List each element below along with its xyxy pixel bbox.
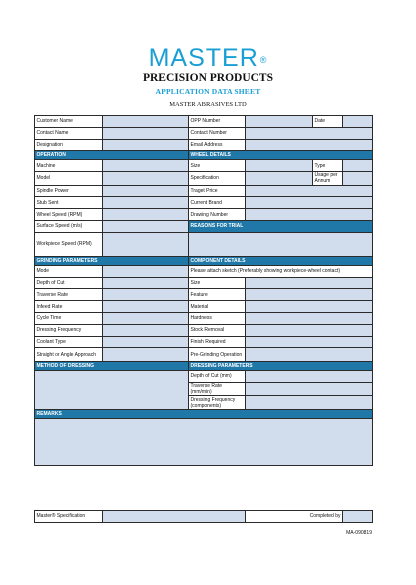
dressing-traverse-label: Traverse Rate (mm/min) bbox=[189, 382, 246, 396]
usage-field[interactable] bbox=[343, 172, 373, 186]
traverse-rate-label: Traverse Rate bbox=[35, 289, 103, 301]
approach-label: Straight or Angle Approach bbox=[35, 348, 103, 362]
designation-label: Designation bbox=[35, 139, 103, 151]
component-size-field[interactable] bbox=[246, 277, 373, 289]
email-label: Email Address bbox=[189, 139, 246, 151]
remarks-heading: REMARKS bbox=[35, 409, 373, 418]
email-field[interactable] bbox=[246, 139, 373, 151]
infeed-rate-label: Infeed Rate bbox=[35, 301, 103, 313]
opp-number-label: OPP Number bbox=[189, 116, 246, 128]
target-price-label: Traget Price bbox=[189, 185, 246, 197]
model-field[interactable] bbox=[103, 172, 189, 186]
current-brand-label: Current Brand bbox=[189, 197, 246, 209]
contact-number-label: Contact Number bbox=[189, 127, 246, 139]
dressing-parameters-heading: DRESSING PARAMETERS bbox=[189, 361, 373, 370]
application-form bbox=[34, 115, 372, 466]
master-spec-label: Master® Specification bbox=[35, 511, 103, 523]
depth-of-cut-field[interactable] bbox=[103, 277, 189, 289]
hardness-field[interactable] bbox=[246, 313, 373, 325]
contact-number-field[interactable] bbox=[246, 127, 373, 139]
drawing-number-label: Drawing Number bbox=[189, 209, 246, 221]
material-field[interactable] bbox=[246, 301, 373, 313]
registered-mark: ® bbox=[259, 55, 268, 65]
model-label: Model bbox=[35, 172, 103, 186]
component-size-label: Size bbox=[189, 277, 246, 289]
customer-name-field[interactable] bbox=[103, 116, 189, 128]
stub-sent-field[interactable] bbox=[103, 197, 189, 209]
current-brand-field[interactable] bbox=[246, 197, 373, 209]
document-title: PRECISION PRODUCTS bbox=[142, 72, 274, 84]
footer-table bbox=[34, 510, 373, 523]
stock-removal-field[interactable] bbox=[246, 324, 373, 336]
dressing-frequency-components-label: Dressing Frequency (components) bbox=[189, 396, 246, 410]
machine-label: Machine bbox=[35, 160, 103, 172]
wheel-details-heading: WHEEL DETAILS bbox=[189, 151, 373, 160]
opp-number-field[interactable] bbox=[246, 116, 313, 128]
reasons-field[interactable] bbox=[189, 232, 373, 256]
hardness-label: Hardness bbox=[189, 313, 246, 325]
master-logo: MASTER® bbox=[148, 44, 268, 72]
form-table bbox=[34, 115, 373, 466]
traverse-rate-field[interactable] bbox=[103, 289, 189, 301]
document-code: MA-090819 bbox=[346, 530, 372, 536]
finish-required-field[interactable] bbox=[246, 336, 373, 348]
date-label: Date bbox=[313, 116, 343, 128]
customer-name-label: Customer Name bbox=[35, 116, 103, 128]
wheel-size-field[interactable] bbox=[246, 160, 313, 172]
workpiece-speed-field[interactable] bbox=[103, 232, 189, 256]
wheel-speed-label: Wheel Speed (RPM) bbox=[35, 209, 103, 221]
component-heading: COMPONENT DETAILS bbox=[189, 256, 373, 265]
company-name: MASTER ABRASIVES LTD bbox=[169, 101, 247, 108]
stub-sent-label: Stub Sent bbox=[35, 197, 103, 209]
approach-field[interactable] bbox=[103, 348, 189, 362]
feature-label: Feature bbox=[189, 289, 246, 301]
dressing-depth-field[interactable] bbox=[246, 370, 373, 382]
material-label: Material bbox=[189, 301, 246, 313]
stock-removal-label: Stock Removal bbox=[189, 324, 246, 336]
type-field[interactable] bbox=[343, 160, 373, 172]
mode-label: Mode bbox=[35, 265, 103, 277]
footer-section bbox=[34, 510, 372, 523]
method-of-dressing-heading: METHOD OF DRESSING bbox=[35, 361, 189, 370]
dressing-traverse-field[interactable] bbox=[246, 382, 373, 396]
dressing-frequency-label: Dressing Frequency bbox=[35, 324, 103, 336]
depth-of-cut-label: Depth of Cut bbox=[35, 277, 103, 289]
method-of-dressing-field[interactable] bbox=[35, 370, 189, 409]
specification-label: Specification bbox=[189, 172, 246, 186]
wheel-speed-field[interactable] bbox=[103, 209, 189, 221]
specification-field[interactable] bbox=[246, 172, 313, 186]
sketch-note: Please attach sketch (Preferably showing workpiece-wheel contact) bbox=[189, 265, 373, 277]
completed-by-label: Completed by bbox=[246, 511, 343, 523]
surface-speed-label: Surface Speed (m/s) bbox=[35, 221, 103, 233]
document-header bbox=[0, 44, 416, 109]
dressing-frequency-components-field[interactable] bbox=[246, 396, 373, 410]
contact-name-label: Contact Name bbox=[35, 127, 103, 139]
machine-field[interactable] bbox=[103, 160, 189, 172]
usage-label: Usage per Annum bbox=[313, 172, 343, 186]
pre-grinding-label: Pre-Grinding Operation bbox=[189, 348, 246, 362]
infeed-rate-field[interactable] bbox=[103, 301, 189, 313]
document-subtitle: APPLICATION DATA SHEET bbox=[155, 87, 261, 96]
contact-name-field[interactable] bbox=[103, 127, 189, 139]
type-label: Type bbox=[313, 160, 343, 172]
spindle-power-field[interactable] bbox=[103, 185, 189, 197]
date-field[interactable] bbox=[343, 116, 373, 128]
coolant-type-field[interactable] bbox=[103, 336, 189, 348]
wheel-size-label: Size bbox=[189, 160, 246, 172]
target-price-field[interactable] bbox=[246, 185, 373, 197]
designation-field[interactable] bbox=[103, 139, 189, 151]
finish-required-label: Finish Required bbox=[189, 336, 246, 348]
feature-field[interactable] bbox=[246, 289, 373, 301]
reasons-heading: REASONS FOR TRIAL bbox=[189, 221, 373, 233]
spindle-power-label: Spindle Power bbox=[35, 185, 103, 197]
coolant-type-label: Coolant Type bbox=[35, 336, 103, 348]
remarks-field[interactable] bbox=[35, 418, 373, 465]
completed-by-field[interactable] bbox=[343, 511, 373, 523]
dressing-depth-label: Depth of Cut (mm) bbox=[189, 370, 246, 382]
workpiece-speed-label: Workpiece Speed (RPM) bbox=[35, 232, 103, 256]
drawing-number-field[interactable] bbox=[246, 209, 373, 221]
cycle-time-field[interactable] bbox=[103, 313, 189, 325]
grinding-heading: GRINDING PARAMETERS bbox=[35, 256, 189, 265]
surface-speed-field[interactable] bbox=[103, 221, 189, 233]
dressing-frequency-field[interactable] bbox=[103, 324, 189, 336]
mode-field[interactable] bbox=[103, 265, 189, 277]
operation-heading: OPERATION bbox=[35, 151, 189, 160]
pre-grinding-field[interactable] bbox=[246, 348, 373, 362]
master-spec-field[interactable] bbox=[103, 511, 246, 523]
cycle-time-label: Cycle Time bbox=[35, 313, 103, 325]
